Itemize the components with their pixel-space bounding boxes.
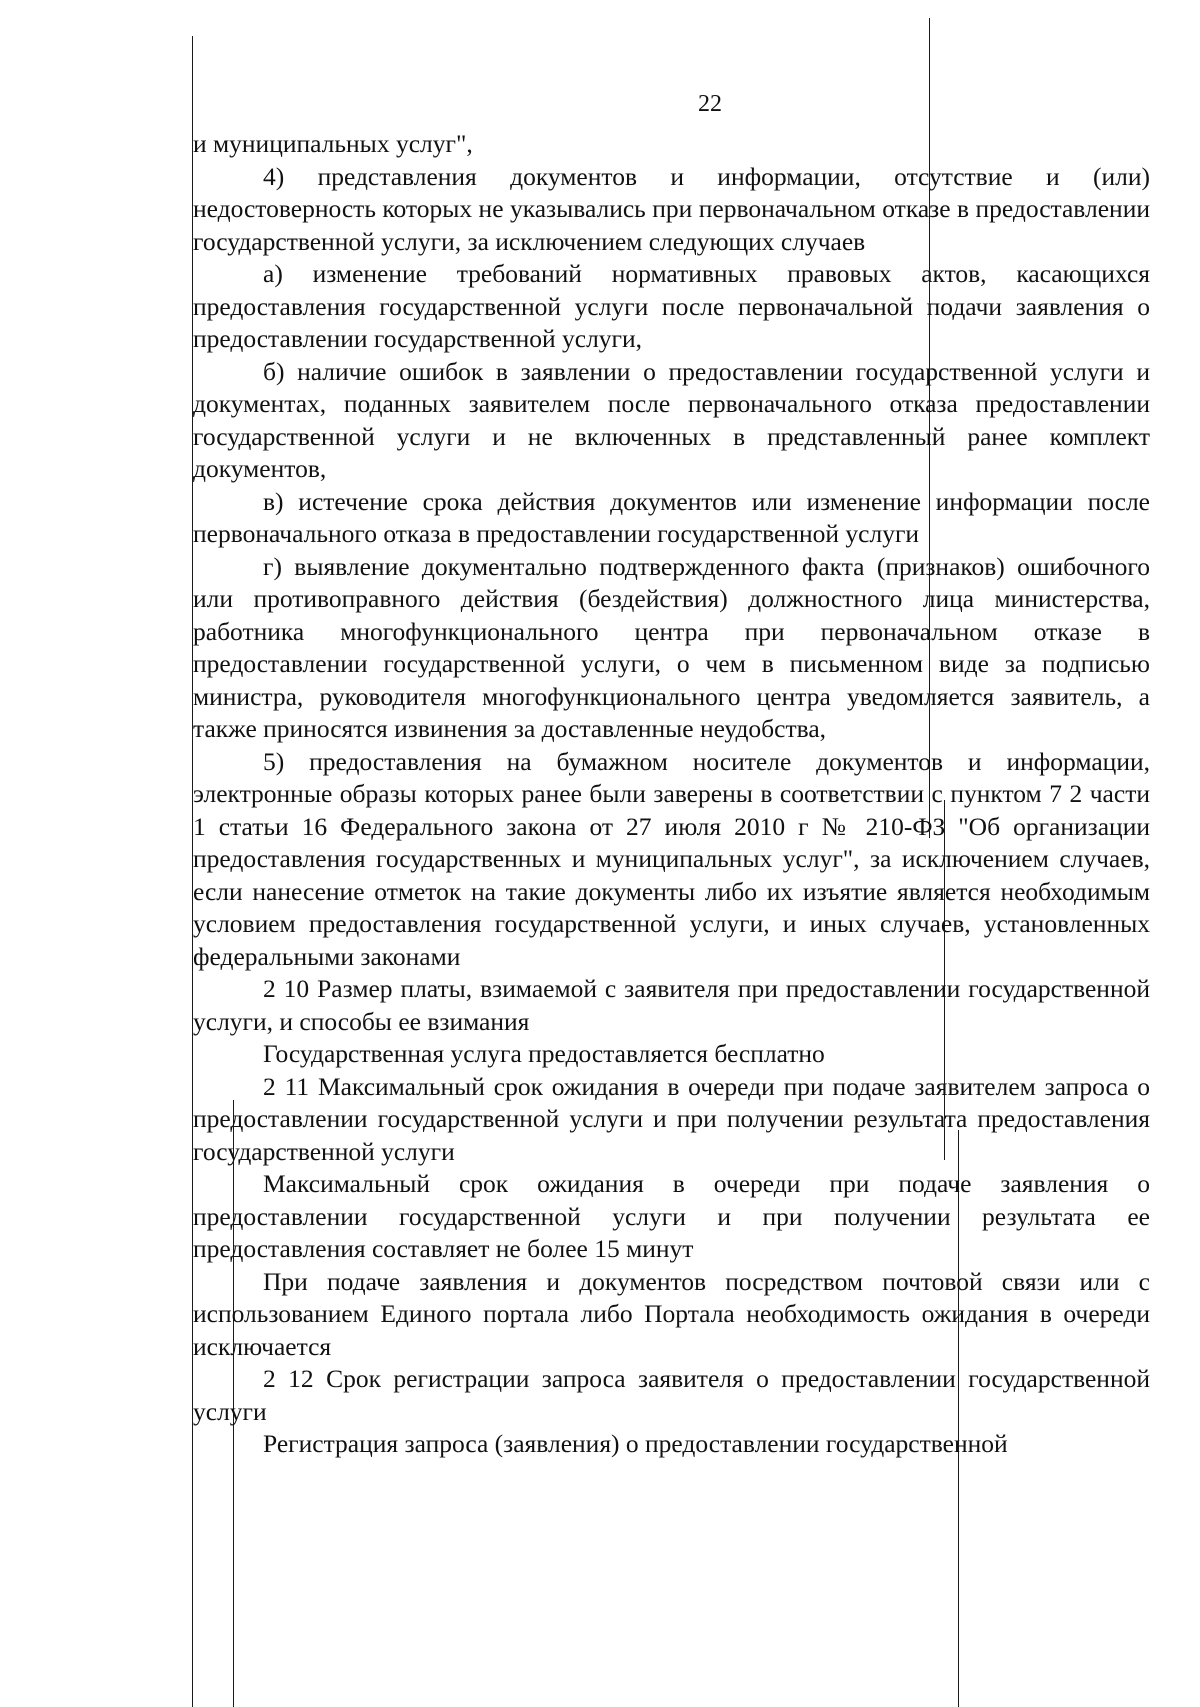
paragraph: При подаче заявления и документов посредством почтовой связи или с использованием Единого портала либо Портала необходимость ожидания в очереди исключается	[193, 1266, 1150, 1361]
paragraph: Максимальный срок ожидания в очереди при подаче заявления о предоставлении государственной услуги и при получении результата ее предоставления составляет не более 15 минут	[193, 1169, 1150, 1263]
list-item: г) выявление документально подтвержденного факта (признаков) ошибочного или противоправного действия (бездействия) должностного лица министерства, работника многофункционального центра при первоначальном отказе в предоставлении государственной услуги, о чем в письменном виде за подписью министра, руководителя многофункционального центра уведомляется заявитель, а также приносятся извинения за доставленные неудобства,	[193, 551, 1150, 743]
paragraph: Регистрация запроса (заявления) о предоставлении государственной	[263, 1429, 1008, 1458]
section-heading: 2 11 Максимальный срок ожидания в очереди при подаче заявителем запроса о предоставлении государственной услуги и при получении результата предоставления государственной услуги	[193, 1071, 1150, 1166]
list-item: в) истечение срока действия документов или изменение информации после первоначального отказа в предоставлении государственной услуги	[193, 486, 1150, 548]
list-item: б) наличие ошибок в заявлении о предоставлении государственной услуги и документах, поданных заявителем после первоначального отказа предоставлении государственной услуги и не включенных в представленный ранее комплект документов,	[193, 356, 1150, 483]
list-item: а) изменение требований нормативных правовых актов, касающихся предоставления государственной услуги после первоначальной подачи заявления о предоставлении государственной услуги,	[193, 259, 1150, 353]
page-number: 22	[698, 91, 722, 117]
paragraph: 4) представления документов и информации, отсутствие и (или) недостоверность которых не указывались при первоначальном отказе в предоставлении государственной услуги, за исключением следующих случаев	[193, 161, 1150, 256]
paragraph: 5) предоставления на бумажном носителе документов и информации, электронные образы которых ранее были заверены в соответствии с пунктом 7 2 части 1 статьи 16 Федерального закона от 27 июля 2010 г № 210-ФЗ "Об организации предоставления государственных и муниципальных услуг", за исключением случаев, если нанесение отметок на такие документы либо их изъятие является необходимым условием предоставления государственной услуги, и иных случаев, установленных федеральными законами	[193, 746, 1150, 971]
paragraph: Государственная услуга предоставляется бесплатно	[263, 1039, 825, 1068]
paragraph: и муниципальных услуг",	[193, 129, 473, 158]
section-heading: 2 12 Срок регистрации запроса заявителя о предоставлении государственной услуги	[193, 1364, 1150, 1426]
section-heading: 2 10 Размер платы, взимаемой с заявителя при предоставлении государственной услуги, и способы ее взимания	[193, 974, 1150, 1036]
document-body	[193, 128, 1150, 1461]
